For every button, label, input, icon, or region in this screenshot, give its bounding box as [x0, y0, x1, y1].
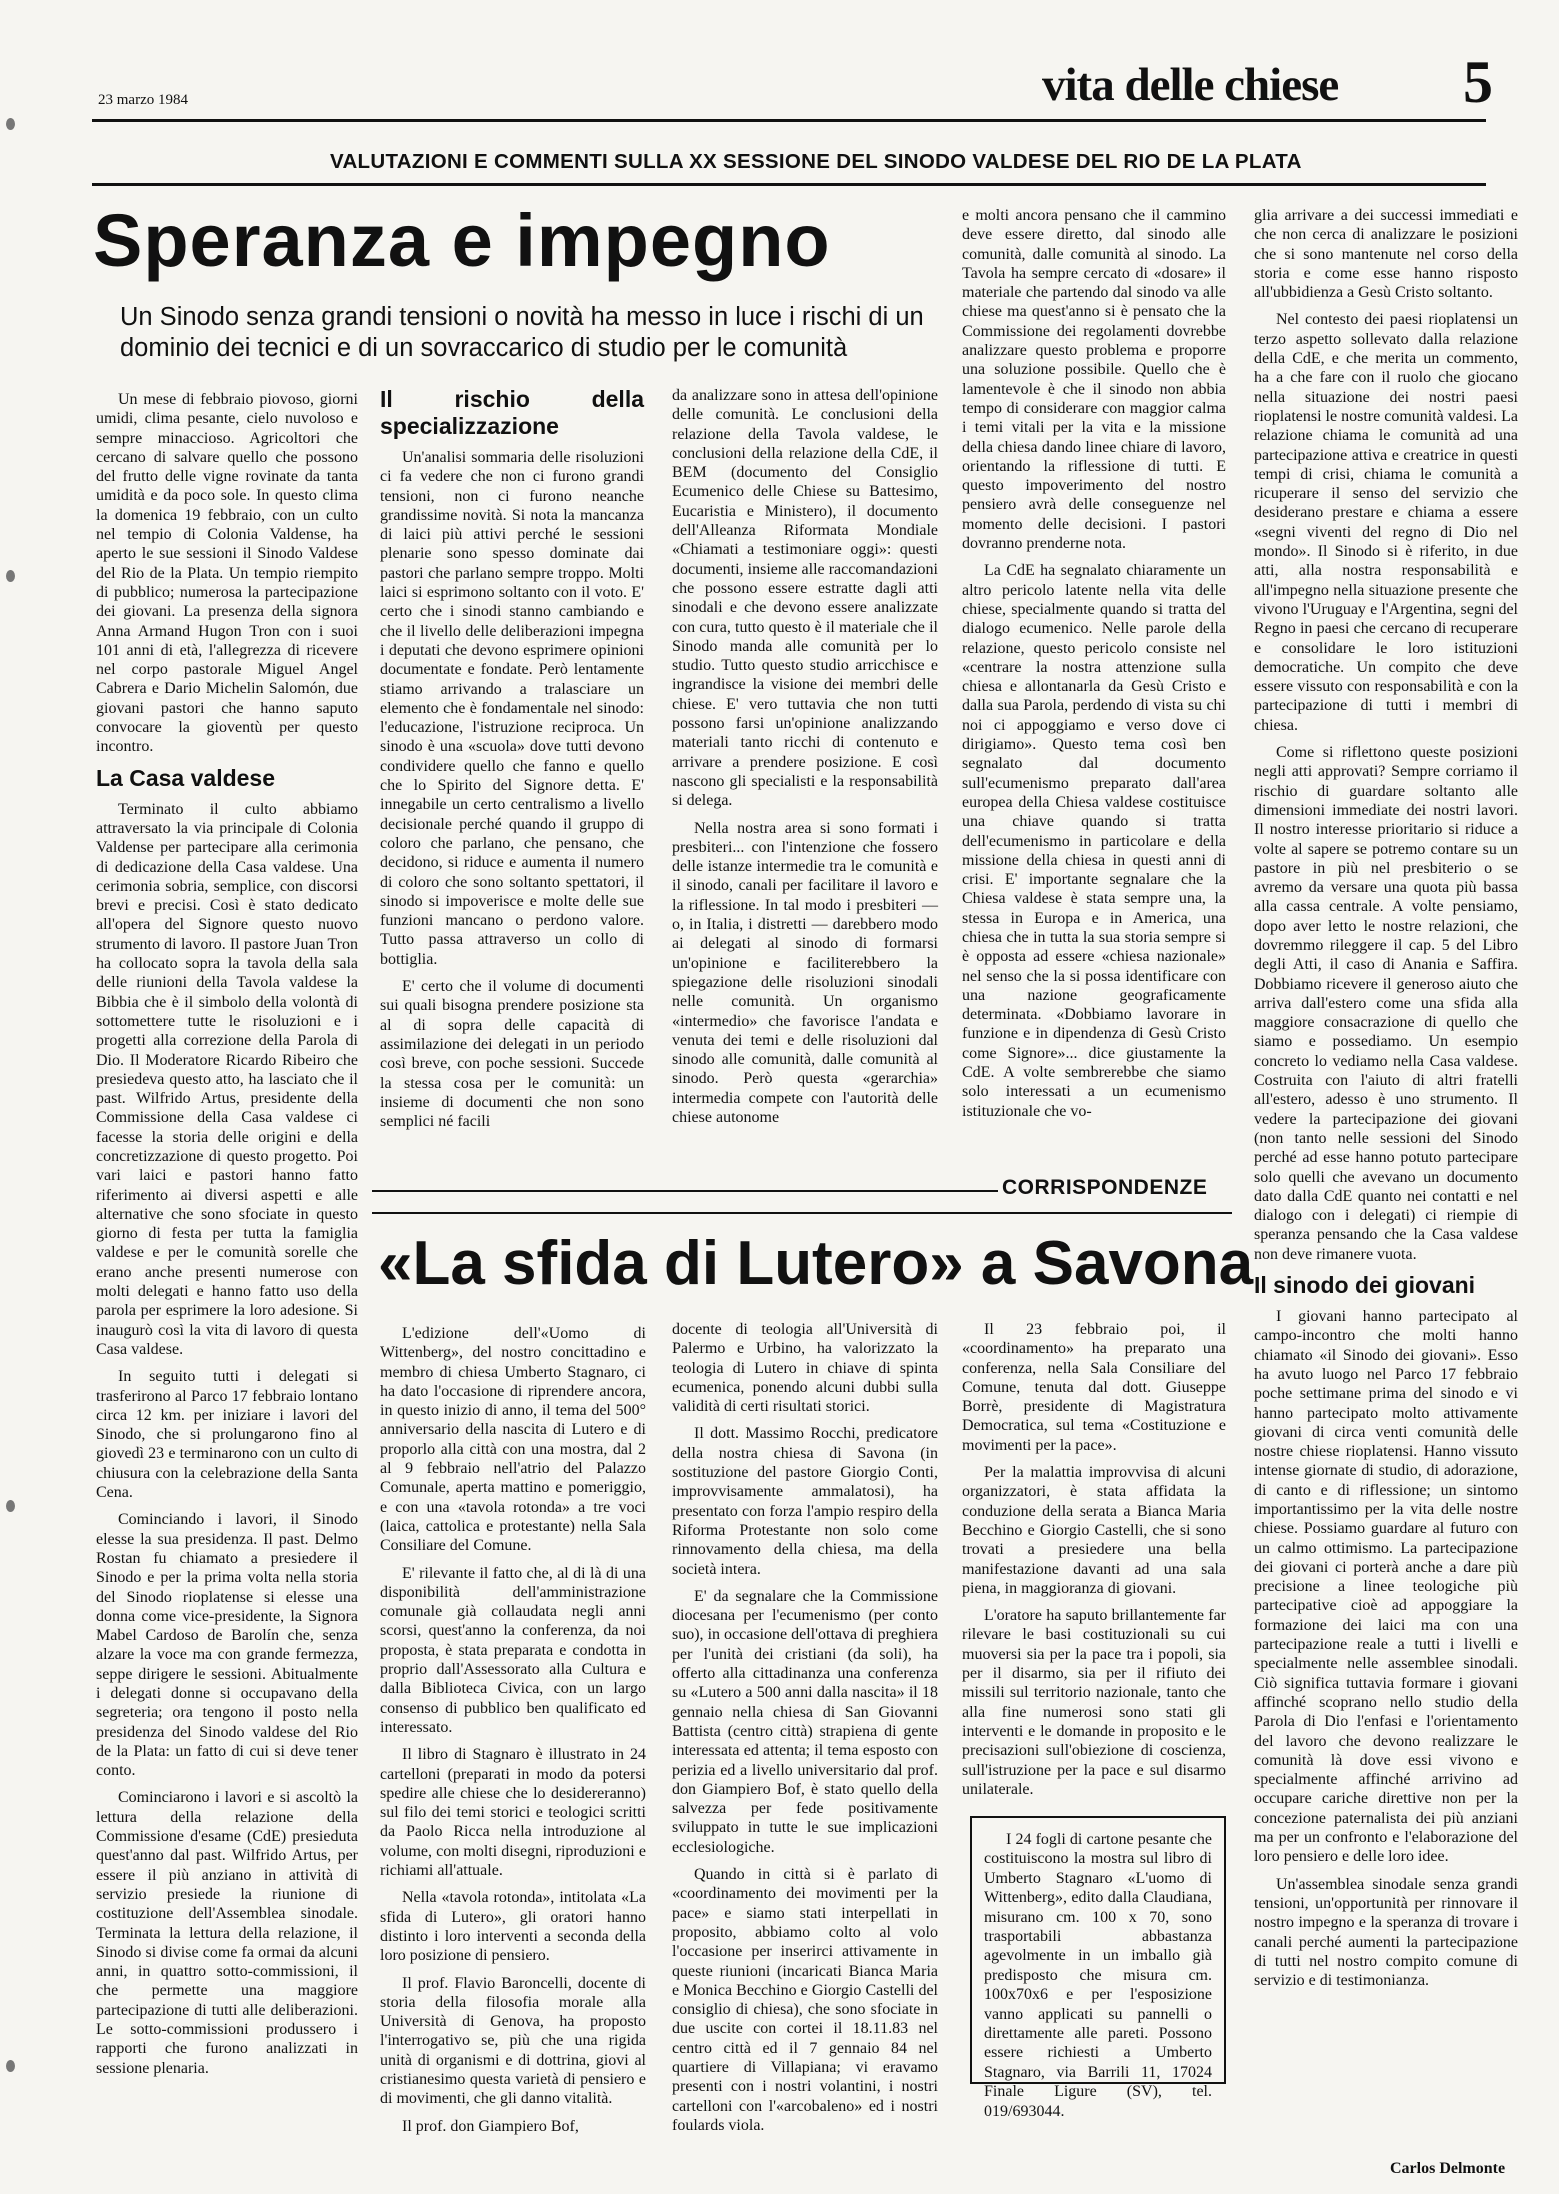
paragraph: glia arrivare a dei successi immediati e che non cerca di analizzare le posizioni che si sono mantenute nel corso della storia e come esse hanno risposto all'ubbidienza a Gesù Cristo soltanto. [1254, 207, 1518, 302]
paragraph: Un'analisi sommaria delle risoluzioni ci fa vedere che non ci furono grandi tensioni, non ci furono neanche grandissime novità. Si nota la mancanza di laici più attivi perché le sessioni plenarie sono spesso dominate dai pastori che parlano sempre troppo. Molti laici si esprimono soltanto con il voto. E' certo che i sinodi stanno cambiando e che il livello delle deliberazioni impegna i deputati che devono esprimere opinioni documentate e fondate. Però lentamente stiamo arrivando a tralasciare un elemento che è fondamentale nel sinodo: l'educazione, l'istruzione reciproca. Un sinodo è una «scuola» dove tutti devono condividere quello che fanno e quello che lo Spirito del Signore detta. E' innegabile un certo centralismo a livello decisionale perché quando il gruppo di coloro che parlano, che pensano, che decidono, si riduce e aumenta il numero di coloro che sono soltanto spettatori, il sinodo si impoverisce e molte delle sue funzioni mancano o perdono valore. Tutto passa attraverso un collo di bottiglia. [380, 449, 644, 968]
paragraph: Cominciando i lavori, il Sinodo elesse la sua presidenza. Il past. Delmo Rostan fu chiamato a presiedere il Sinodo e per la prima volta nella storia del Sinodo rioplatense si elesse una donna come vice-presidente, la Signora Mabel Cardoso de Barolín che, senza alzare la voce ma con grande fermezza, seppe dirigere le sessioni. Abitualmente i delegati donne si occupavano della segreteria; ora tengono il posto nella presidenza del Sinodo valdese del Rio de la Plata: un fatto di cui si deve tener conto. [96, 1511, 358, 1780]
paragraph: Cominciarono i lavori e si ascoltò la lettura della relazione della Commissione d'esame (CdE) presieduta quest'anno dal past. Wilfrido Artus, per essere il più anziano in attività di servizio presiede la riunione di costituzione dell'Assemblea sinodale. Terminata la lettura della relazione, il Sinodo si divise come fa ormai da alcuni anni, in quattro sotto-commissioni, il che permette una maggiore partecipazione di tutti alle deliberazioni. Le sotto-commissioni produssero i rapporti che furono analizzati in sessione plenaria. [96, 1789, 358, 2077]
exhibition-info-box [970, 1816, 1226, 2120]
paragraph: Come si riflettono queste posizioni negli atti approvati? Sempre corriamo il rischio di guardare soltanto alle dimensioni immediate dei nostri lavori. Il nostro interesse prioritario si riduce a volte al sapere se potremo contare su un pastore in più nel presbiterio o se avremo da versare una quota più bassa alla cassa centrale. A volte pensiamo, dopo aver letto le nostre relazioni, che dovremmo rileggere il cap. 5 del Libro degli Atti, il caso di Anania e Saffira. Dobbiamo ricevere il generoso aiuto che arriva dall'estero come una sfida alla maggiore consacrazione di quello che siamo e possediamo. Un esempio concreto lo vediamo nella Casa valdese. Costruita con l'aiuto di altri fratelli all'estero, adesso è uno strumento. Il vedere la partecipazione dei giovani (non tanto nelle sessioni del Sinodo perché ad esse hanno potuto partecipare solo quelli che avevano un documento dato dalla CdE quanto nei contatti e nel dialogo con i delegati) ci riempie di speranza pensando che la Casa valdese non deve rimanere vuota. [1254, 744, 1518, 1263]
paragraph: e molti ancora pensano che il cammino deve essere diretto, dal sinodo alle comunità, dalle comunità al sinodo. La Tavola ha sempre cercato di «dosare» il materiale che partendo dal sinodo va alle chiese ma quest'anno si è pensato che la Commissione dei regolamenti dovrebbe analizzare questo problema e proporre una soluzione possibile. Quello che è lamentevole è che il sinodo non abbia tempo di considerare con maggior calma i temi vitali per la vita e la missione della chiesa dando linee chiare di lavoro, orientando la riflessione di tutti. E questo impoverimento del nostro pensiero avrà delle conseguenze nel momento delle decisioni. I pastori dovranno prenderne nota. [962, 207, 1226, 553]
paragraph: Nella nostra area si sono formati i presbiteri... con l'intenzione che fossero delle istanze intermedie tra le comunità e il sinodo, canali per facilitare il lavoro e la riflessione. In tal modo i presbiteri — o, in Italia, i distretti — darebbero modo ai delegati al sinodo di formarsi un'opinione e faciliterebbero la spiegazione delle risoluzioni sinodali nelle comunità. Un organismo «intermedio» che favorisce l'andata e venuta dei temi e delle risoluzioni dal sinodo alle comunità, dalle comunità al sinodo. Però questa «gerarchia» intermedia compete con l'autorità delle chiese autonome [672, 819, 938, 1126]
scan-speck [6, 118, 15, 130]
paragraph: L'oratore ha saputo brillantemente far rilevare le basi costituzionali su cui muoversi sia per la pace tra i popoli, sia per il disarmo, sia per il rifiuto dei missili sul territorio nazionale, tanto che alla fine numerosi sono stati gli interventi e le domande in proposito e le precisazioni sull'obiezione di coscienza, sull'istruzione per la pace e sul disarmo unilaterale. [962, 1607, 1226, 1798]
paragraph: Il dott. Massimo Rocchi, predicatore della nostra chiesa di Savona (in sostituzione del pastore Giorgio Conti, improvvisamente ammalatosi), ha presentato con forza l'ampio respiro della Riforma Protestante non solo come rinnovamento della chiesa, ma della società intera. [672, 1425, 938, 1578]
article2-column-1 [380, 1324, 646, 2184]
article2-column-2 [672, 1320, 938, 2184]
article-column-4 [962, 206, 1226, 1166]
paragraph: In seguito tutti i delegati si trasferirono al Parco 17 febbraio lontano circa 12 km. per iniziare i lavori del Sinodo, che si prolungarono fino al giovedì 23 e terminarono con un culto di chiusura con la celebrazione della Santa Cena. [96, 1368, 358, 1502]
subheading: La Casa valdese [96, 764, 276, 791]
scan-speck [6, 2060, 15, 2072]
paragraph: E' da segnalare che la Commissione diocesana per l'ecumenismo (per conto suo), in occasione dell'ottava di preghiera per l'unità dei cristiani (da soli), ha offerto alla cittadinanza una conferenza su «Lutero a 500 anni dalla nascita» il 18 gennaio nella chiesa di San Giovanni Battista (centro città) strapiena di gente interessata ed attenta; il tema esposto con perizia ed a livello universitario dal prof. don Giampiero Bof, è stato quello della salvezza per fede positivamente sviluppato in tutte le sue implicazioni ecclesiologiche. [672, 1587, 938, 1856]
paragraph: Il libro di Stagnaro è illustrato in 24 cartelloni (preparati in modo da potersi spedire alle chiese che lo desidereranno) sul filo dei temi storici e teologici scritti da Paolo Ricca nella introduzione al volume, con molti disegni, riproduzioni e richiami all'attuale. [380, 1746, 646, 1880]
paragraph: Quando in città si è parlato di «coordinamento dei movimenti per la pace» e siamo stati interpellati in proposito, abbiamo colto al volo l'occasione per inserirci attivamente in queste riunioni (incaricati Bianca Maria e Monica Becchino e Giorgio Castelli del consiglio di chiesa), che sono sfociate in due uscite con cortei il 18.11.83 nel centro città ed il 7 gennaio 84 nel quartiere di Villapiana; vi eravamo presenti con i nostri volantini, i nostri cartelloni con l'«arcobaleno» ed i nostri foulards viola. [672, 1866, 938, 2134]
header-rule [92, 119, 1486, 122]
paragraph: E' certo che il volume di documenti sui quali bisogna prendere posizione sta al di sopra delle capacità di assimilazione dei delegati in un periodo così breve, con poche sessioni. Succede la stessa cosa per le comunità: un insieme di documenti che non sono semplici né facili [380, 978, 644, 1131]
paragraph: Il 23 febbraio poi, il «coordinamento» ha preparato una conferenza, nella Sala Consiliare del Comune, tenuta dal dott. Giuseppe Borrè, presidente di Magistratura Democratica, sul tema «Costituzione e movimenti per la pace». [962, 1321, 1226, 1454]
paragraph: La CdE ha segnalato chiaramente un altro pericolo latente nella vita delle chiese, specialmente quando si tratta del dialogo ecumenico. Nelle parole della relazione, questo pericolo consiste nel «centrare la nostra attenzione sulla chiesa e allontanarla da Gesù Cristo e dalla sua Parola, perdendo di vista su chi noi ci appoggiamo e verso dove ci dirigiamo». Questo tema così ben segnalato dal documento sull'ecumenismo preparato dall'area europea della Chiesa valdese costituisce una chiave quando si tratta dell'ecumenismo in particolare e della missione della chiesa in questi anni di crisi. E' importante segnalare che la Chiesa valdese è stata sempre una, la stessa in Europa e in America, una chiesa che in tutta la sua storia sempre si è opposta ad essere «chiesa nazionale» nel senso che la si possa identificare con una nazione geograficamente determinata. «Dobbiamo lavorare in funzione e in dipendenza di Gesù Cristo come Signore»... dice giustamente la CdE. A volte sembrerebbe che siamo solo interessati a un ecumenismo istituzionale che vo- [962, 562, 1226, 1120]
section-rule-bottom [372, 1212, 1232, 1214]
paragraph: Terminato il culto abbiamo attraversato la via principale di Colonia Valdense per partecipare alla cerimonia di dedicazione della Casa valdese. Una cerimonia sobria, semplice, con discorsi brevi e precisi. Così è stato dedicato all'opera del Signore questo nuovo strumento di lavoro. Il pastore Juan Tron ha collocato sopra la tavola della sala delle riunioni della Tavola valdese la Bibbia che è il simbolo della volontà di sottomettere tutte le risoluzioni e i progetti alla correzione della Parola di Dio. Il Moderatore Ricardo Ribeiro che presiedeva questo atto, ha lasciato che il past. Wilfrido Artus, presidente della Commissione della Casa valdese ci facesse la storia delle origini e della concretizzazione di questo progetto. Poi vari laici e pastori hanno fatto riferimento ai diversi aspetti e alle alternative che sono sfociate in questo giorno di festa per tutta la famiglia valdese e per le comunità sorelle che erano anche presenti numerose con molti delegati e hanno fatto uso della parola per esprimere la loro adesione. Si inaugurò così la vita di lavoro di questa Casa valdese. [96, 800, 358, 1358]
scan-speck [6, 1500, 15, 1512]
paragraph: Il prof. don Giampiero Bof, [402, 2117, 579, 2135]
scan-speck [6, 570, 15, 582]
article-column-2 [380, 386, 644, 1176]
issue-date: 23 marzo 1984 [98, 92, 188, 108]
article-column-3 [672, 386, 938, 1176]
paragraph: Un mese di febbraio piovoso, giorni umidi, clima pesante, cielo nuvoloso e sempre minaccioso. Agricoltori che cercano di salvare quello che possono del frutto delle vigne rovinate da tanta umidità e da poco sole. In questo clima la domenica 19 febbraio, con un culto nel tempio di Colonia Valdense, ha aperto le sue sessioni il Sinodo Valdese del Rio de la Plata. Un tempio riempito di pubblico; numerosa la partecipazione dei giovani. La presenza della signora Anna Armand Hugon Tron con i suoi 101 anni di età, l'allegrezza di ricevere nel corpo pastorale Miguel Angel Cabrera e Dario Michelin Salomón, due giovani pastori che hanno saputo convocare la gioventù per questo incontro. [96, 391, 358, 756]
article-column-5 [1254, 206, 1518, 2156]
article-column-1 [96, 390, 358, 2185]
article2-column-3 [962, 1320, 1226, 1800]
paragraph: Un'assemblea sinodale senza grandi tensioni, un'opportunità per rinnovare il nostro impegno e la speranza di trovare i canali perché aumenti la partecipazione di tutti nel nostro compito comune di servizio e di testimonianza. [1254, 1875, 1518, 1990]
subheading: Il rischio della specializzazione [380, 386, 644, 439]
author-signature: Carlos Delmonte [1390, 2160, 1506, 2177]
section-label: CORRISPONDENZE [1002, 1176, 1208, 1199]
masthead: vita delle chiese [1042, 59, 1339, 111]
box-text: I 24 fogli di cartone pesante che costituiscono la mostra sul libro di Umberto Stagnaro «L'uomo di Wittenberg», edito dalla Claudiana, misurano cm. 100 x 70, sono trasportabili abbastanza agevolmente in un imballo già predisposto che misura cm. 100x70x6 e per l'esposizione vanno applicati su pannelli o direttamente alle pareti. Possono essere richiesti a Umberto Stagnaro, via Barrili 11, 17024 Finale Ligure (SV), tel. 019/693044. [984, 1831, 1212, 2120]
article-title: Speranza e impegno [93, 199, 831, 282]
paragraph: E' rilevante il fatto che, al di là di una disponibilità dell'amministrazione comunale già collaudata negli anni scorsi, quest'anno la conferenza, da noi proposta, è stata preparata e condotta in proprio dall'Assessorato alla Cultura e dalla Biblioteca Civica, con un largo consenso di pubblico ben qualificato ed interessato. [380, 1564, 646, 1736]
paragraph: Nel contesto dei paesi rioplatensi un terzo aspetto sollevato dalla relazione della CdE, e che merita un commento, ha a che fare con il ruolo che giocano nella situazione dei nostri paesi rioplatensi le nostre comunità valdesi. La relazione chiama le comunità ad una partecipazione attiva e creatrice in questi tempi di crisi, chiama le comunità a ricuperare il senso del servizio che desiderano prestare e chiama a essere «segni viventi del regno di Dio nel mondo». Il Sinodo si è riferito, in due atti, alla nostra responsabilità e all'impegno nella situazione presente che vivono l'Uruguay e l'Argentina, segni del Regno in paesi che cercano di recuperare e consolidare le loro istituzioni democratiche. Un compito che deve essere vissuto con responsabilità e con la partecipazione di tutti i membri di chiesa. [1254, 311, 1518, 734]
paragraph: Il prof. Flavio Baroncelli, docente di storia della filosofia morale alla Università di Genova, ha proposto l'interrogativo se, più che una rigida unità di organismi e di dottrina, giovi al cristianesimo questa varietà di pensiero e di movimenti, che gli danno vitalità. [380, 1974, 646, 2108]
kicker-rule [92, 183, 1486, 186]
subheading: Il sinodo dei giovani [1254, 1272, 1476, 1299]
article-deck: Un Sinodo senza grandi tensioni o novità ha messo in luce i rischi di un dominio dei tecnici e di un sovraccarico di studio per le comunità [120, 303, 924, 362]
page-number: 5 [1463, 49, 1493, 115]
paragraph: Per la malattia improvvisa di alcuni organizzatori, è stata affidata la conduzione della serata a Bianca Maria Becchino e Giorgio Castelli, che si sono trovati a presiedere una bella manifestazione davanti ad una sala piena, in maggioranza di giovani. [962, 1464, 1226, 1597]
paragraph: da analizzare sono in attesa dell'opinione delle comunità. Le conclusioni della relazione della Tavola valdese, le conclusioni della relazione della CdE, il BEM (documento del Consiglio Ecumenico delle Chiese su Battesimo, Eucaristia e Ministero), il documento dell'Alleanza Riformata Mondiale «Chiamati a testimoniare oggi»: questi documenti, insieme alle raccomandazioni che possono essere estratte dagli atti sinodali e che devono essere analizzate con cura, tutto questo è il materiale che il Sinodo manda alle comunità per lo studio. Tutto questo studio arricchisce e ingrandisce la visione dei membri delle chiese. E' vero tuttavia che non tutti possono farsi un'opinione analizzando materiali tanto ricchi di contenuto e arrivare a prendere posizione. E così nascono gli specialisti e la responsabilità si delega. [672, 387, 938, 810]
section-kicker: VALUTAZIONI E COMMENTI SULLA XX SESSIONE DEL SINODO VALDESE DEL RIO DE LA PLATA [330, 150, 1302, 173]
paragraph: L'edizione dell'«Uomo di Wittenberg», del nostro concittadino e membro di chiesa Umberto Stagnaro, ci ha dato l'occasione di riprendere ancora, in questo inizio di anno, il tema del 500° anniversario della nascita di Lutero e di proporlo alla città con una mostra, dal 2 al 9 febbraio nell'atrio del Palazzo Comunale, aperta mattino e pomeriggio, e con una «tavola rotonda» a tre voci (laica, cattolica e protestante) nella Sala Consiliare del Comune. [380, 1325, 646, 1555]
paragraph: docente di teologia all'Università di Palermo e Urbino, ha valorizzato la teologia di Lutero in chiave di spinta ecumenica, ponendo alcuni dubbi sulla validità di certi risultati storici. [672, 1321, 938, 1416]
article-title-2: «La sfida di Lutero» a Savona [378, 1229, 1254, 1298]
paragraph: Nella «tavola rotonda», intitolata «La sfida di Lutero», gli oratori hanno distinto i loro interventi a seconda della loro posizione di pensiero. [380, 1889, 646, 1965]
paragraph: I giovani hanno partecipato al campo-incontro che molti hanno chiamato «il Sinodo dei giovani». Esso ha avuto luogo nel Parco 17 febbraio poche settimane prima del sinodo e vi hanno partecipato molto attivamente giovani di circa venti comunità delle nostre chiese rioplatensi. Hanno vissuto intense giornate di studio, di adorazione, di canto e di riflessione; un sintomo importantissimo per la vita delle nostre chiese. Possiamo guardare al futuro con un calmo ottimismo. La partecipazione dei giovani ci porterà anche a dare più precisione a linee teologiche più partecipative cioè ad appoggiare la formazione dei laici ma con una partecipazione reale a tutti i livelli e specialmente nelle assemblee sinodali. Ciò significa tuttavia formare i giovani affinché scoprano nello studio della Parola di Dio l'enfasi e l'orientamento del lavoro che devono realizzare le comunità là dove essi vivono e specialmente affinché arrivino ad occupare cariche direttive non per la concezione paternalista dei più anziani ma per un confronto e l'elaborazione del loro pensiero e delle loro idee. [1254, 1308, 1518, 1866]
section-rule [372, 1190, 998, 1192]
